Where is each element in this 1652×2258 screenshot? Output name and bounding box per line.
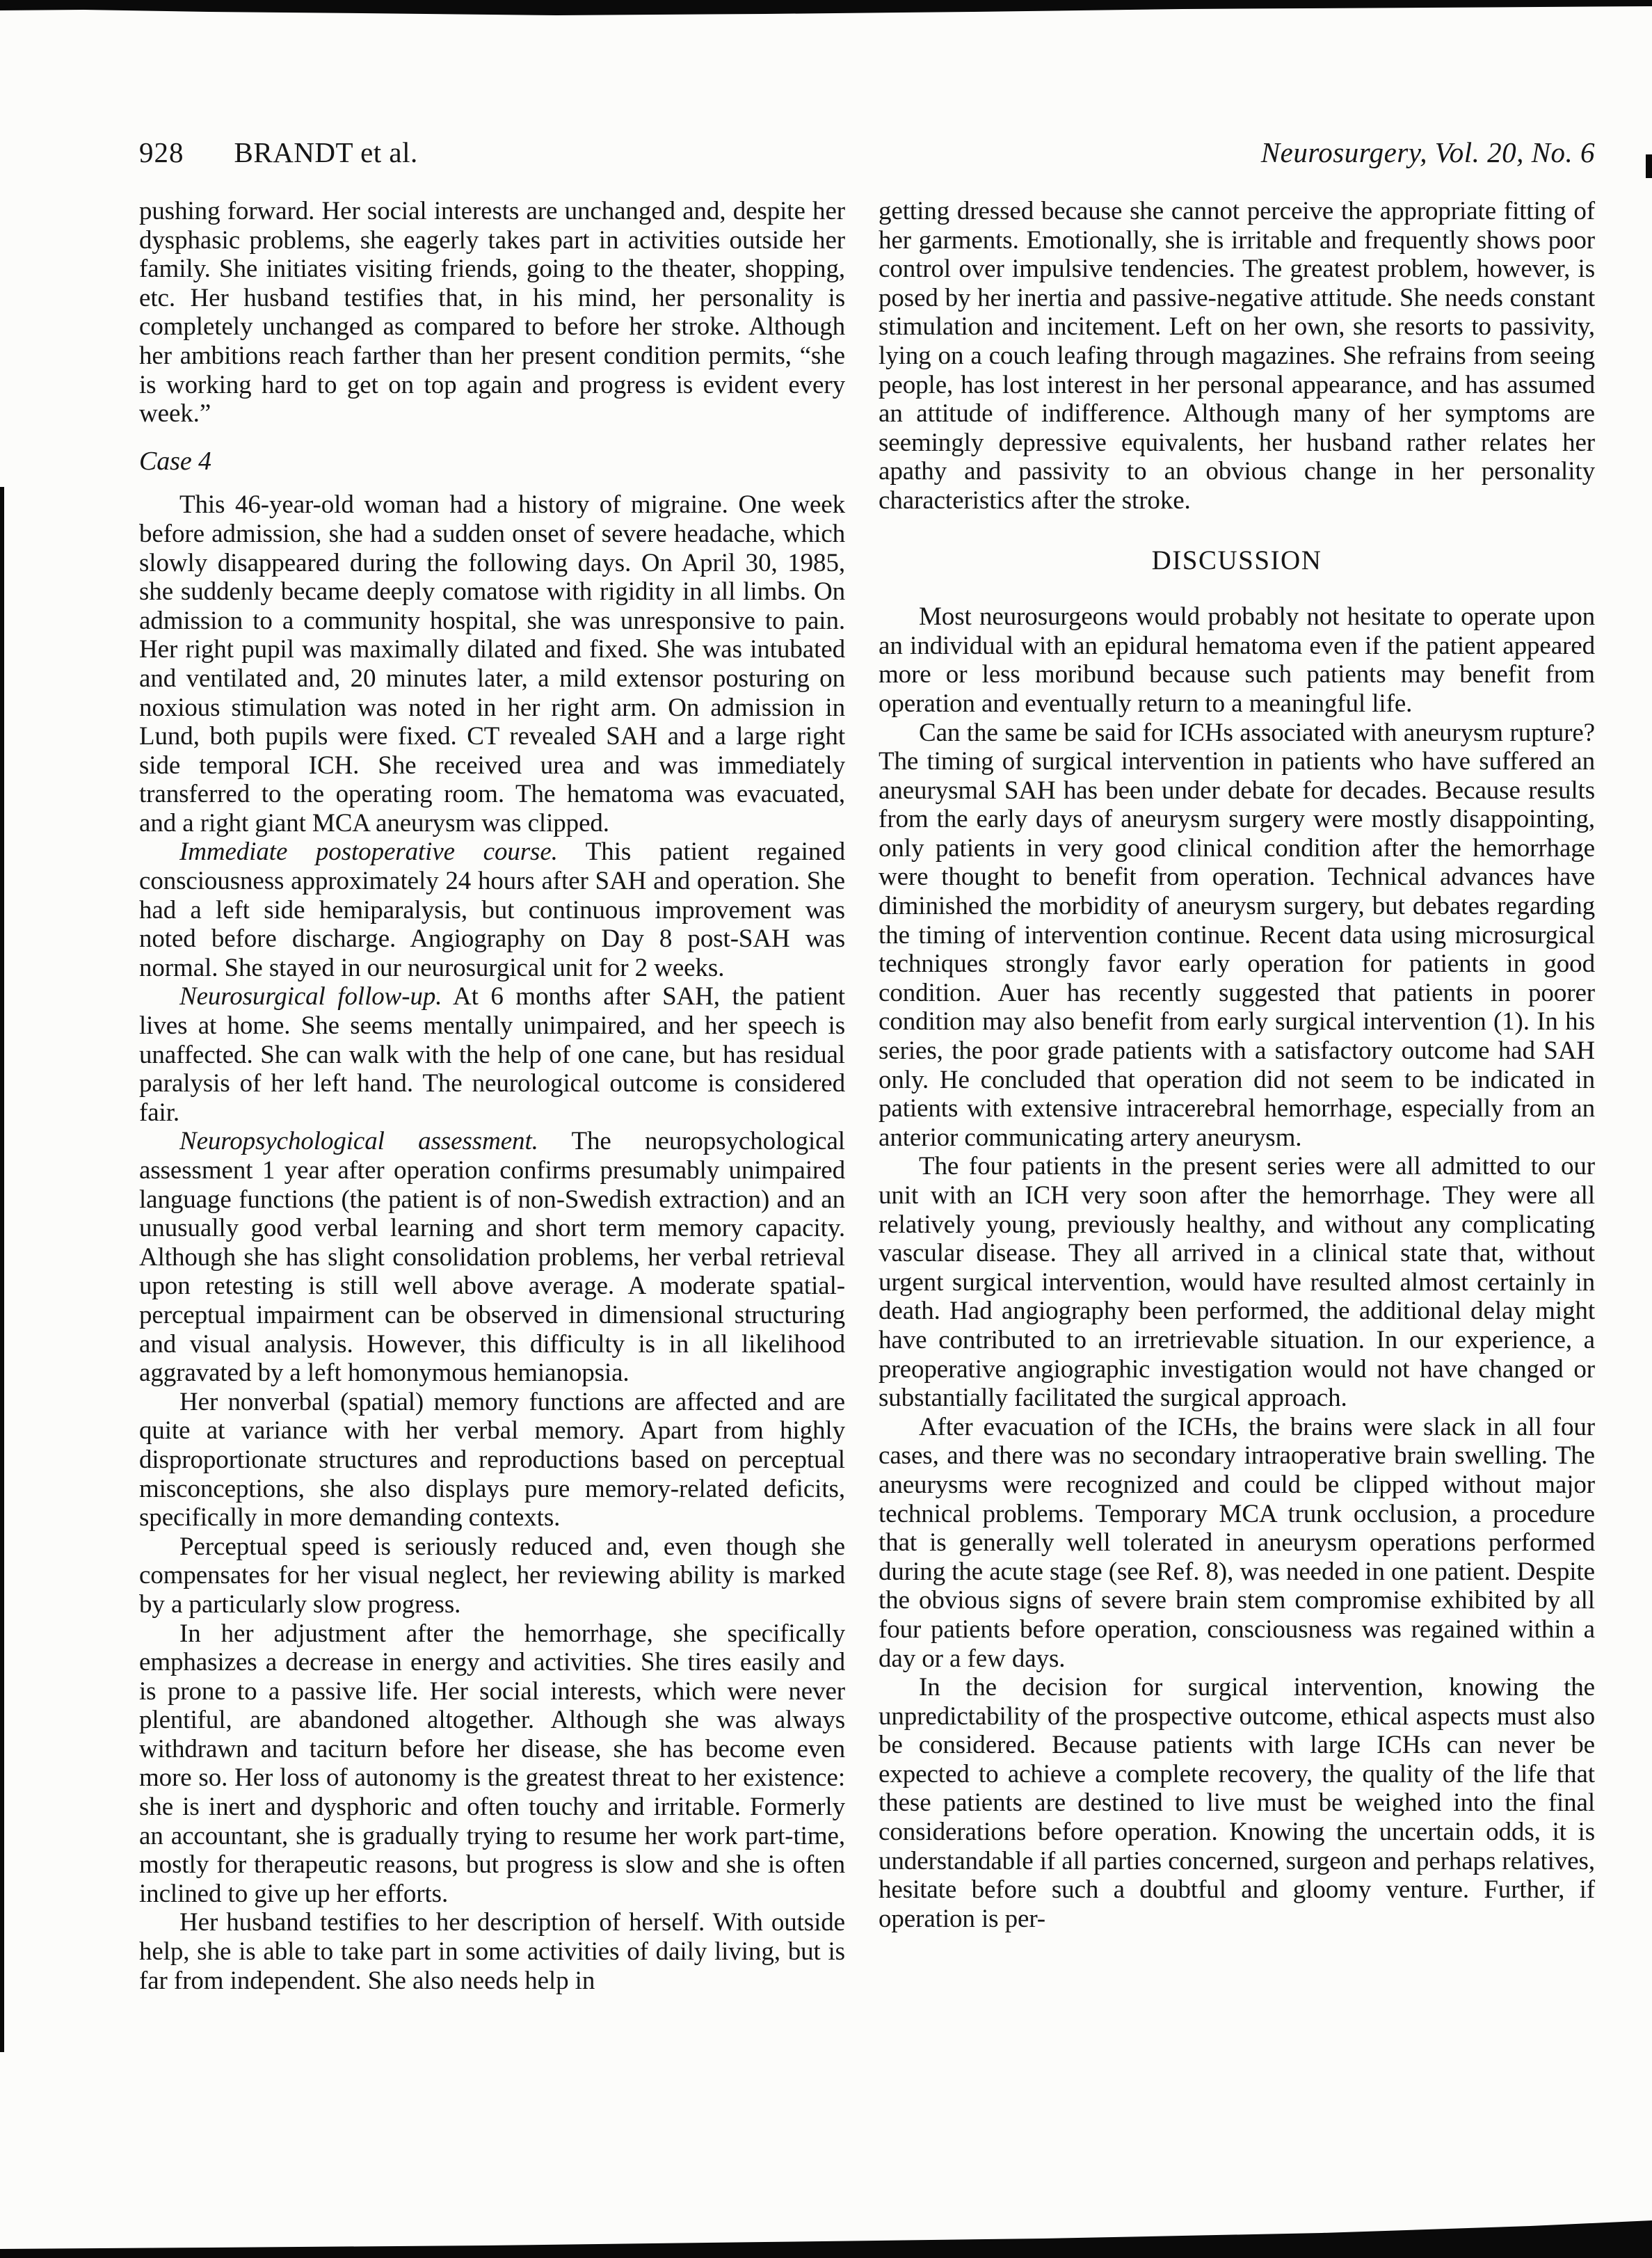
paragraph-after-evacuation: After evacuation of the ICHs, the brains were slack in all four cases, and there was no secondary intraoperative brain swelling. The aneurysms were recognized and could be clipped without major technical problems. Temporary MCA trunk occlusion, a procedure that is generally well tolerated in aneurysm operations performed during the acute stage (see Ref. 8), was needed in one patient. Despite the obvious signs of severe brain stem compromise exhibited by all four patients before operation, consciousness was regained within a day or a few days. (879, 1412, 1595, 1673)
scan-artifact-right-edge (1646, 154, 1652, 178)
running-header (139, 136, 1595, 168)
paragraph-continuation: pushing forward. Her social interests are unchanged and, despite her dysphasic problems, she eagerly takes part in activities outside her family. She initiates visiting friends, going to the theater, shopping, etc. Her husband testifies that, in his mind, her personality is completely unchanged as compared to before her stroke. Although her ambitions reach farther than her present condition permits, “she is working hard to get on top again and progress is evident every week.” (139, 197, 845, 429)
paragraph-text: This patient regained consciousness approximately 24 hours after SAH and operation. She had a left side hemiparalysis, but continuous improvement was noted before discharge. Angiography on Day 8 post-SAH was normal. She stayed in our neurosurgical unit for 2 weeks. (139, 838, 845, 982)
paragraph-neurosurgical-follow-up (139, 982, 845, 1127)
paragraph-continuation: getting dressed because she cannot perceive the appropriate fitting of her garments. Emotionally, she is irritable and frequently shows poor control over impulsive tendencies. The greatest problem, however, is posed by her inertia and passive-negative attitude. She needs constant stimulation and incitement. Left on her own, she resorts to passivity, lying on a couch leafing through magazines. She refrains from seeing people, has lost interest in her personal appearance, and has assumed an attitude of indifference. Although many of her symptoms are seemingly depressive equivalents, her husband rather relates her apathy and passivity to an obvious change in her personality characteristics after the stroke. (879, 197, 1595, 515)
scan-artifact-top (0, 0, 1652, 15)
paragraph-lead-italic: Neurosurgical follow-up. (179, 982, 442, 1011)
left-column (139, 197, 845, 1995)
paragraph-text: At 6 months after SAH, the patient lives at home. She seems mentally unimpaired, and her speech is unaffected. She can walk with the help of one cane, but has residual paralysis of her left hand. The neurological outcome is considered fair. (139, 982, 845, 1127)
page-number: 928 (139, 136, 184, 168)
paragraph-timing-debate: Can the same be said for ICHs associated with aneurysm rupture? The timing of surgical intervention in patients who have suffered an aneurysmal SAH has been under debate for decades. Because results from the early days of aneurysm surgery were mostly disappointing, only patients in very good clinical condition after the hemorrhage were thought to benefit from operation. Technical advances have diminished the morbidity of aneurysm surgery, but debates regarding the timing of intervention continue. Recent data using microsurgical techniques strongly favor early operation for patients in good condition. Auer has recently suggested that patients in poorer condition may also benefit from early surgical intervention (1). In his series, the poor grade patients with a satisfactory outcome had SAH only. He concluded that operation did not seem to be indicated in patients with extensive intracerebral hemorrhage, especially from an anterior communicating artery aneurysm. (879, 718, 1595, 1152)
paragraph-husband-testimony: Her husband testifies to her description of herself. With outside help, she is able to take part in some activities of daily living, but is far from independent. She also needs help in (139, 1908, 845, 1995)
discussion-heading: DISCUSSION (1151, 545, 1322, 575)
scan-artifact-left-edge (0, 487, 4, 2052)
two-column-body (139, 197, 1595, 1995)
paragraph-neuropsychological-assessment (139, 1127, 845, 1387)
paragraph-ethical-aspects: In the decision for surgical intervention, knowing the unpredictability of the prospective outcome, ethical aspects must also be considered. Because patients with large ICHs can never be expected to achieve a complete recovery, the quality of the life that these patients are destined to live must be weighed into the final considerations before operation. Knowing the uncertain odds, it is understandable if all parties concerned, surgeon and perhaps relatives, hesitate before such a doubtful and gloomy venture. Further, if operation is per- (879, 1673, 1595, 1933)
paragraph-nonverbal-memory: Her nonverbal (spatial) memory functions are affected and are quite at variance with her verbal memory. Apart from highly disproportionate structures and reproductions based on perceptual misconceptions, she also displays pure memory-related deficits, specifically in more demanding contexts. (139, 1387, 845, 1532)
paragraph-lead-italic: Neuropsychological assessment. (179, 1127, 538, 1156)
case4-heading: Case 4 (139, 446, 211, 476)
paragraph-perceptual-speed: Perceptual speed is seriously reduced and, even though she compensates for her visual neglect, her reviewing ability is marked by a particularly slow progress. (139, 1532, 845, 1619)
authors-citation: BRANDT et al. (234, 136, 418, 168)
paragraph-four-patients: The four patients in the present series were all admitted to our unit with an ICH very soon after the hemorrhage. They were all relatively young, previously healthy, and without any complicating vascular disease. They all arrived in a clinical state that, without urgent surgical intervention, would have resulted almost certainly in death. Had angiography been performed, the additional delay might have contributed to an irretrievable situation. In our experience, a preoperative angiographic investigation would not have changed or substantially facilitated the surgical approach. (879, 1152, 1595, 1413)
paragraph-epidural-hematoma: Most neurosurgeons would probably not hesitate to operate upon an individual with an epidural hematoma even if the patient appeared more or less moribund because such patients may benefit from operation and eventually return to a meaningful life. (879, 602, 1595, 718)
paragraph-immediate-postoperative-course (139, 838, 845, 982)
paragraph-adjustment: In her adjustment after the hemorrhage, she specifically emphasizes a decrease in energy and activities. She tires easily and is prone to a passive life. Her social interests, which were never plentiful, are abandoned altogether. Although she was always withdrawn and taciturn before her disease, she has become even more so. Her loss of autonomy is the greatest threat to her existence: she is inert and dysphoric and often touchy and irritable. Formerly an accountant, she is gradually trying to resume her work part-time, mostly for therapeutic reasons, but progress is slow and she is often inclined to give up her efforts. (139, 1619, 845, 1908)
paragraph-text: The neuropsychological assessment 1 year after operation confirms presumably unimpaired language functions (the patient is of non-Swedish extraction) and an unusually good verbal learning and short term memory capacity. Although she has slight consolidation problems, her verbal retrieval upon retesting is still well above average. A moderate spatial-perceptual impairment can be observed in dimensional structuring and visual analysis. However, this difficulty is in all likelihood aggravated by a left homonymous hemianopsia. (139, 1127, 845, 1388)
right-column (879, 197, 1595, 1995)
paragraph-lead-italic: Immediate postoperative course. (179, 838, 558, 867)
journal-reference: Neurosurgery, Vol. 20, No. 6 (1260, 136, 1595, 168)
paragraph-case4-history: This 46-year-old woman had a history of migraine. One week before admission, she had a sudden onset of severe headache, which slowly disappeared during the following days. On April 30, 1985, she suddenly became deeply comatose with rigidity in all limbs. On admission to a community hospital, she was unresponsive to pain. Her right pupil was maximally dilated and fixed. She was intubated and ventilated and, 20 minutes later, a mild extensor posturing on noxious stimulation was noted in her right arm. On admission in Lund, both pupils were fixed. CT revealed SAH and a large right side temporal ICH. She received urea and was immediately transferred to the operating room. The hematoma was evacuated, and a right giant MCA aneurysm was clipped. (139, 490, 845, 838)
scan-artifact-bottom (0, 2220, 1652, 2258)
